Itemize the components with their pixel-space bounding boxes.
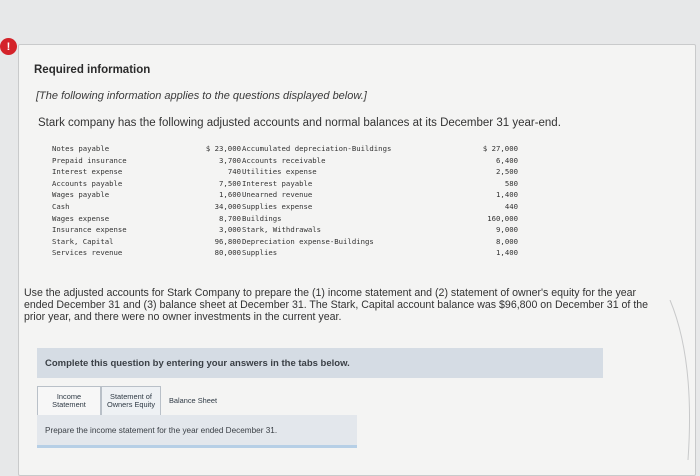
account-name: Accounts payable bbox=[52, 178, 123, 188]
tab-balance-sheet[interactable] bbox=[161, 386, 225, 416]
account-amount: 3,000 bbox=[219, 225, 241, 235]
adjusted-accounts-list bbox=[48, 143, 538, 268]
account-name: Insurance expense bbox=[52, 225, 127, 235]
tab-instruction-bar bbox=[37, 415, 357, 448]
answer-tabs bbox=[37, 386, 225, 416]
account-amount: 96,800 bbox=[214, 236, 241, 246]
account-name: Cash bbox=[52, 201, 70, 211]
page-edge-curve bbox=[660, 300, 700, 460]
instructions-text: Use the adjusted accounts for Stark Company to prepare the (1) income statement and (2) statement of owner's equity for the year ended December 31 and (3) balance sheet at December 31. The Stark, Capital account balance was $96,800 on December 31 of the prior year, and there were no owner investments in the current year. bbox=[24, 287, 649, 323]
account-name: Buildings bbox=[242, 213, 282, 223]
required-information-heading: Required information bbox=[34, 64, 151, 76]
account-amount: 6,400 bbox=[496, 155, 518, 165]
account-name: Supplies bbox=[242, 248, 278, 258]
alert-icon: ! bbox=[0, 38, 17, 55]
account-amount: 1,400 bbox=[496, 248, 518, 258]
right-account-names bbox=[242, 143, 442, 259]
tab-statement-of-owners-equity[interactable] bbox=[101, 386, 161, 416]
account-name: Depreciation expense-Buildings bbox=[242, 236, 374, 246]
account-name: Interest payable bbox=[242, 178, 313, 188]
tab-income-statement[interactable] bbox=[37, 386, 101, 416]
account-name: Notes payable bbox=[52, 144, 110, 153]
tab-label-line: Owners Equity bbox=[106, 400, 156, 409]
account-amount: 580 bbox=[504, 178, 518, 188]
problem-statement: Stark company has the following adjusted accounts and normal balances at its December 31 year-end. bbox=[38, 117, 561, 129]
account-amount: 7,500 bbox=[219, 178, 241, 188]
account-name: Services revenue bbox=[52, 248, 123, 258]
account-amount: $ 23,000 bbox=[205, 144, 241, 153]
account-amount: 1,600 bbox=[219, 190, 241, 200]
account-amount: 160,000 bbox=[487, 213, 518, 223]
account-amount: 1,400 bbox=[496, 190, 518, 200]
tabs-instruction-panel bbox=[37, 348, 603, 378]
tab-label-line: Balance Sheet bbox=[168, 395, 218, 405]
account-name: Accounts receivable bbox=[242, 155, 326, 165]
account-amount: 2,500 bbox=[496, 167, 518, 177]
account-amount: 8,700 bbox=[219, 213, 241, 223]
account-amount: 8,000 bbox=[496, 236, 518, 246]
tab-label-line: Income bbox=[56, 391, 82, 401]
left-account-names bbox=[52, 143, 162, 259]
account-name: Stark, Withdrawals bbox=[242, 225, 322, 235]
account-name: Utilities expense bbox=[242, 167, 317, 177]
account-name: Accumulated depreciation-Buildings bbox=[242, 144, 392, 153]
tab-label-line: Statement of bbox=[110, 391, 152, 401]
account-amount: 34,000 bbox=[214, 201, 241, 211]
tab-label-line: Statement bbox=[52, 400, 86, 409]
account-amount: 9,000 bbox=[496, 225, 518, 235]
account-amount: $ 27,000 bbox=[482, 144, 518, 153]
account-name: Unearned revenue bbox=[242, 190, 313, 200]
account-name: Stark, Capital bbox=[52, 236, 114, 246]
account-name: Prepaid insurance bbox=[52, 155, 127, 165]
account-amount: 80,000 bbox=[214, 248, 241, 258]
panel-text: Complete this question by entering your answers in the tabs below. bbox=[45, 357, 350, 369]
account-name: Wages payable bbox=[52, 190, 110, 200]
account-name: Interest expense bbox=[52, 167, 123, 177]
account-name: Wages expense bbox=[52, 213, 110, 223]
right-account-amounts bbox=[448, 143, 518, 259]
account-amount: 3,700 bbox=[219, 155, 241, 165]
intro-note: [The following information applies to the questions displayed below.] bbox=[36, 90, 367, 102]
prepare-text: Prepare the income statement for the year ended December 31. bbox=[45, 425, 278, 435]
account-amount: 440 bbox=[504, 201, 518, 211]
account-name: Supplies expense bbox=[242, 201, 313, 211]
left-account-amounts bbox=[183, 143, 241, 259]
account-amount: 740 bbox=[227, 167, 241, 177]
